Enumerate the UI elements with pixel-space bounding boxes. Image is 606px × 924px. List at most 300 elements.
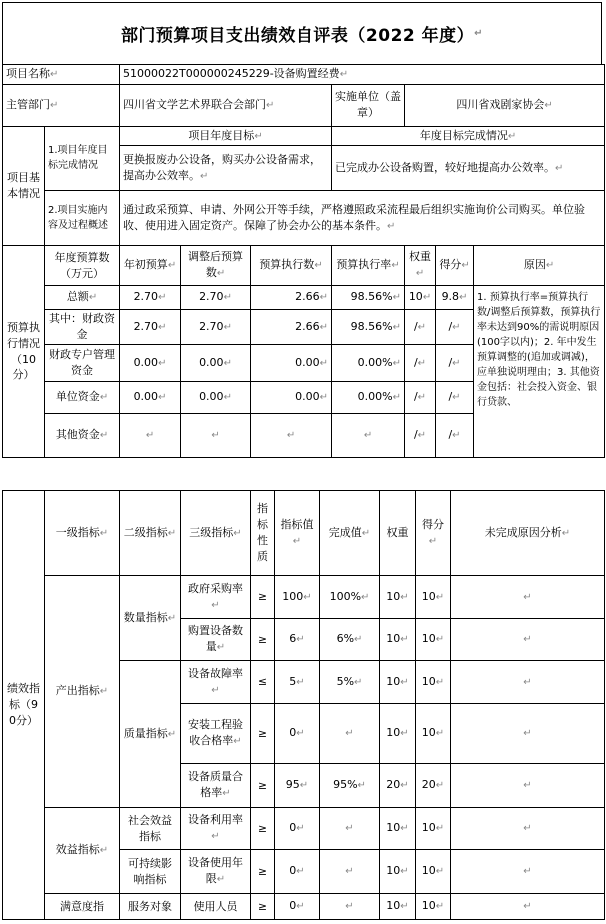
perf-actual [320, 894, 380, 920]
return-mark: ↵ [266, 99, 275, 111]
return-mark: ↵ [233, 527, 242, 539]
budget-header-2 [181, 246, 251, 286]
cell-text: 6 [289, 632, 297, 646]
return-mark: ↵ [417, 357, 427, 369]
cell-text: 单位资金 [55, 390, 100, 404]
return-mark: ↵ [555, 162, 564, 174]
return-mark: ↵ [452, 430, 461, 442]
cell-text: 政府采购率 [188, 581, 243, 595]
cell-text: 0.00% [357, 355, 393, 369]
cell-text: 1. 预算执行率=预算执行数/调整后预算数，预算执行率未达到90%的需说明原因(100字以内)；2. 年中发生预算调整的(追加或调减)，应单独说明理由；3. 其他资金包括：社会投入资金、银行贷款、 [477, 292, 601, 408]
perf-nature [251, 704, 275, 764]
budget-score [436, 414, 474, 458]
cell-text: 一级指标 [55, 525, 100, 539]
return-mark: ↵ [391, 260, 400, 272]
return-mark: ↵ [523, 780, 532, 792]
return-mark: ↵ [211, 831, 220, 843]
cell-text: 主管部门 [6, 97, 50, 111]
done-col-header [332, 126, 605, 146]
return-mark: ↵ [354, 634, 363, 646]
cell-text: 51000022T000000245229-设备购置经费 [123, 67, 340, 80]
perf-nature [251, 894, 275, 920]
cell-text: 三级指标 [189, 525, 234, 539]
perf-nature [251, 576, 275, 619]
return-mark: ↵ [211, 599, 220, 611]
cell-text: ≥ [257, 864, 268, 878]
cell-text: 指标值 [280, 517, 314, 531]
perf-score [416, 661, 451, 704]
cell-text: 原因 [523, 258, 546, 272]
cell-text: / [413, 319, 418, 333]
return-mark: ↵ [216, 268, 226, 280]
cell-text: / [448, 390, 453, 404]
perf-header-2 [181, 491, 251, 576]
cell-text: 0.00% [357, 390, 393, 404]
cell-text: / [448, 319, 453, 333]
perf-header-1 [120, 491, 181, 576]
return-mark: ↵ [417, 321, 427, 333]
cell-text: 95% [333, 778, 358, 792]
return-mark: ↵ [211, 684, 220, 696]
perf-weight [380, 704, 416, 764]
perf-weight [380, 764, 416, 808]
perf-actual [320, 808, 380, 850]
table-row [3, 808, 605, 850]
return-mark: ↵ [223, 292, 232, 304]
budget-rate [332, 286, 405, 310]
cell-text: 2.66 [295, 290, 320, 304]
budget-reason [474, 286, 605, 458]
budget-adjusted [181, 345, 251, 382]
cell-text: ≥ [257, 821, 268, 835]
perf-actual [320, 764, 380, 808]
return-mark: ↵ [507, 130, 517, 142]
perf-actual [320, 850, 380, 894]
cell-text: 0 [289, 899, 297, 913]
return-mark: ↵ [216, 642, 226, 654]
perf-score [416, 764, 451, 808]
cell-text: 设备使用年限 [188, 856, 243, 886]
return-mark: ↵ [167, 612, 177, 624]
perf-weight [380, 619, 416, 661]
budget-row-label [45, 382, 120, 414]
return-mark: ↵ [319, 292, 329, 304]
cell-text: 0.00 [295, 355, 320, 369]
return-mark: ↵ [158, 392, 167, 404]
perf-header-0 [45, 491, 120, 576]
budget-weight [405, 310, 436, 345]
budget-header-3 [251, 246, 332, 286]
cell-text: 项目年度目标 [188, 128, 255, 142]
table-row [3, 576, 605, 619]
budget-initial [120, 310, 181, 345]
return-mark: ↵ [400, 676, 409, 688]
cell-text: 安装工程验收合格率 [188, 718, 243, 748]
cell-text: 得分 [422, 517, 444, 531]
return-mark: ↵ [435, 591, 445, 603]
budget-table [2, 64, 605, 458]
return-mark: ↵ [400, 780, 409, 792]
cell-text: 设备故障率 [188, 666, 243, 680]
return-mark: ↵ [415, 268, 425, 280]
return-mark: ↵ [435, 780, 445, 792]
return-mark: ↵ [361, 527, 371, 539]
perf-header-7 [416, 491, 451, 576]
perf-level2-quantity [120, 576, 181, 661]
perf-level3 [181, 661, 251, 704]
return-mark: ↵ [452, 321, 461, 333]
form-title [2, 2, 602, 64]
perf-actual [320, 661, 380, 704]
return-mark: ↵ [400, 901, 409, 913]
process-text [120, 191, 605, 246]
cell-text: / [413, 355, 418, 369]
basic-section-label [3, 126, 45, 246]
budget-initial [120, 382, 181, 414]
perf-reason [451, 808, 605, 850]
cell-text: 10 [421, 589, 436, 603]
cell-text: ≥ [257, 590, 268, 604]
cell-text: 社会效益指标 [128, 813, 172, 843]
budget-executed [251, 414, 332, 458]
cell-text: 100% [329, 589, 362, 603]
return-mark: ↵ [523, 676, 532, 688]
perf-reason [451, 764, 605, 808]
return-mark: ↵ [345, 728, 354, 740]
perf-weight [380, 808, 416, 850]
return-mark: ↵ [88, 292, 98, 304]
cell-text: / [413, 390, 418, 404]
perf-actual [320, 704, 380, 764]
perf-nature [251, 764, 275, 808]
cell-text: ≥ [257, 632, 268, 646]
return-mark: ↵ [354, 676, 363, 688]
perf-score [416, 808, 451, 850]
cell-text: 服务对象 [128, 899, 172, 913]
budget-row-label [45, 286, 120, 310]
budget-weight [405, 345, 436, 382]
return-mark: ↵ [428, 535, 438, 547]
cell-text: 四川省戏剧家协会 [456, 97, 545, 111]
cell-text: ≤ [257, 675, 268, 689]
budget-rate [332, 345, 405, 382]
cell-text: 2.66 [295, 319, 320, 333]
budget-header-5 [405, 246, 436, 286]
cell-text: 完成值 [328, 525, 362, 539]
perf-reason [451, 661, 605, 704]
return-mark: ↵ [314, 260, 323, 272]
cell-text: 产出指标 [55, 684, 100, 698]
project-name-value [120, 65, 605, 85]
return-mark: ↵ [296, 634, 305, 646]
cell-text: 10 [386, 899, 401, 913]
cell-text: 预算执行情况（10分） [7, 320, 40, 382]
return-mark: ↵ [299, 780, 309, 792]
return-mark: ↵ [211, 430, 220, 442]
cell-text: 预算执行率 [336, 258, 392, 272]
cell-text: 通过政采预算、申请、外网公开等手续，严格遵照政采流程最后组织实施询价公司购买。单位验收、使用进入固定资产。保障了协会办公的基本条件。 [123, 202, 586, 232]
cell-text: 0 [289, 821, 297, 835]
budget-header-6 [436, 246, 474, 286]
return-mark: ↵ [435, 823, 445, 835]
perf-level3 [181, 808, 251, 850]
perf-header-8 [451, 491, 605, 576]
cell-text: 总额 [66, 290, 89, 304]
budget-header-4 [332, 246, 405, 286]
return-mark: ↵ [296, 901, 305, 913]
unit-value [405, 84, 605, 126]
perf-target [275, 850, 320, 894]
cell-text: 10 [421, 726, 436, 740]
return-mark: ↵ [223, 357, 232, 369]
cell-text: ≥ [257, 726, 268, 740]
return-mark: ↵ [461, 260, 470, 272]
perf-level3 [181, 704, 251, 764]
return-mark: ↵ [417, 392, 427, 404]
return-mark: ↵ [296, 866, 305, 878]
cell-text: 使用人员 [193, 899, 238, 913]
return-mark: ↵ [544, 99, 553, 111]
return-mark: ↵ [233, 736, 242, 748]
return-mark: ↵ [50, 69, 59, 80]
cell-text: 设备质量合格率 [188, 770, 243, 800]
cell-text: 实施单位（盖章） [335, 90, 402, 119]
cell-text: 二级指标 [123, 525, 168, 539]
cell-text: 98.56% [350, 290, 393, 304]
return-mark: ↵ [523, 634, 532, 646]
perf-level3 [181, 619, 251, 661]
cell-text: 10 [386, 674, 401, 688]
perf-score [416, 619, 451, 661]
return-mark: ↵ [392, 321, 402, 333]
return-mark: ↵ [387, 220, 396, 232]
cell-text: 效益指标 [55, 843, 100, 857]
perf-score [416, 850, 451, 894]
form-title-text: 部门预算项目支出绩效自评表（2022 年度） [120, 26, 475, 46]
return-mark: ↵ [167, 728, 177, 740]
perf-level2-service [120, 894, 181, 920]
return-mark: ↵ [303, 591, 312, 603]
done-text [332, 146, 605, 191]
return-mark: ↵ [561, 527, 571, 539]
cell-text: 已完成办公设备购置，较好地提高办公效率。 [335, 160, 556, 174]
perf-level2-sustain [120, 850, 181, 894]
perf-header-5 [320, 491, 380, 576]
goal-text [120, 146, 332, 191]
cell-text: 购置设备数量 [188, 624, 243, 654]
cell-text: 10 [421, 864, 436, 878]
perf-weight [380, 850, 416, 894]
perf-weight [380, 576, 416, 619]
cell-text: 5% [336, 674, 355, 688]
cell-text: 设备利用率 [188, 813, 243, 827]
cell-text: 0.00 [199, 355, 224, 369]
budget-weight [405, 414, 436, 458]
cell-text: 10 [386, 821, 401, 835]
cell-text: 6% [336, 632, 355, 646]
return-mark: ↵ [339, 69, 349, 80]
return-mark: ↵ [292, 535, 302, 547]
table-row [3, 286, 605, 310]
cell-text: 10 [421, 632, 436, 646]
perf-score [416, 894, 451, 920]
return-mark: ↵ [345, 866, 354, 878]
goal-label [45, 126, 120, 191]
return-mark: ↵ [200, 170, 209, 182]
cell-text: 10 [421, 821, 436, 835]
return-mark: ↵ [254, 130, 263, 142]
perf-table [2, 490, 605, 920]
budget-header-0 [45, 246, 120, 286]
return-mark: ↵ [523, 823, 532, 835]
cell-text: 10 [421, 674, 436, 688]
return-mark: ↵ [361, 591, 370, 603]
perf-score [416, 704, 451, 764]
cell-text: 0.00 [199, 390, 224, 404]
perf-level2-social [120, 808, 181, 850]
return-mark: ↵ [400, 728, 409, 740]
return-mark: ↵ [286, 430, 296, 442]
return-mark: ↵ [216, 874, 226, 886]
perf-actual [320, 619, 380, 661]
cell-text: 0 [289, 864, 297, 878]
cell-text: 项目基本情况 [7, 170, 40, 200]
return-mark: ↵ [50, 99, 59, 111]
return-mark: ↵ [145, 430, 155, 442]
budget-section-label [3, 246, 45, 458]
return-mark: ↵ [392, 357, 402, 369]
cell-text: / [448, 428, 453, 442]
cell-text: 年初预算 [123, 258, 168, 272]
return-mark: ↵ [435, 866, 445, 878]
cell-text: 绩效指标（90分） [7, 682, 40, 727]
return-mark: ↵ [99, 430, 109, 442]
budget-executed [251, 310, 332, 345]
return-mark: ↵ [435, 901, 445, 913]
cell-text: 10 [421, 899, 436, 913]
perf-reason [451, 619, 605, 661]
cell-text: 98.56% [350, 319, 393, 333]
table-row [3, 894, 605, 920]
return-mark: ↵ [422, 292, 432, 304]
cell-text: 四川省文学艺术界联合会部门 [123, 97, 267, 111]
return-mark: ↵ [158, 292, 167, 304]
cell-text: 100 [282, 589, 304, 603]
return-mark: ↵ [474, 28, 484, 39]
perf-level3 [181, 894, 251, 920]
cell-text: 0.00 [295, 390, 320, 404]
cell-text: 年度预算数（万元） [54, 250, 110, 280]
budget-header-7 [474, 246, 605, 286]
return-mark: ↵ [392, 292, 402, 304]
perf-nature [251, 661, 275, 704]
cell-text: 项目名称 [6, 67, 50, 80]
cell-text: 5 [289, 674, 297, 688]
cell-text: 预算执行数 [259, 258, 315, 272]
perf-target [275, 808, 320, 850]
budget-executed [251, 382, 332, 414]
return-mark: ↵ [345, 901, 354, 913]
budget-executed [251, 345, 332, 382]
return-mark: ↵ [452, 392, 461, 404]
cell-text: 10 [386, 589, 401, 603]
cell-text: 调整后预算数 [188, 250, 244, 280]
budget-adjusted [181, 414, 251, 458]
budget-score [436, 382, 474, 414]
budget-initial [120, 286, 181, 310]
perf-target [275, 764, 320, 808]
cell-text: ≥ [257, 778, 268, 792]
perf-level3 [181, 576, 251, 619]
budget-initial [120, 345, 181, 382]
return-mark: ↵ [296, 676, 305, 688]
perf-nature [251, 808, 275, 850]
cell-text: 1.项目年度目标完成情况 [48, 145, 108, 172]
perf-section-label [3, 491, 45, 920]
budget-rate [332, 382, 405, 414]
cell-text: 10 [386, 632, 401, 646]
perf-target [275, 704, 320, 764]
perf-reason [451, 894, 605, 920]
cell-text: 财政专户管理资金 [49, 348, 115, 377]
cell-text: 满意度指 [60, 899, 104, 913]
budget-weight [405, 382, 436, 414]
budget-row-label [45, 310, 120, 345]
perf-header-6 [380, 491, 416, 576]
cell-text: / [448, 355, 453, 369]
perf-level3 [181, 764, 251, 808]
return-mark: ↵ [523, 591, 532, 603]
dept-value [120, 84, 332, 126]
perf-target [275, 619, 320, 661]
cell-text: 可持续影响指标 [128, 856, 172, 886]
return-mark: ↵ [223, 392, 232, 404]
return-mark: ↵ [435, 634, 445, 646]
return-mark: ↵ [223, 321, 232, 333]
cell-text: 2.项目实施内容及过程概述 [48, 205, 108, 231]
return-mark: ↵ [435, 728, 445, 740]
perf-level1-output [45, 576, 120, 808]
return-mark: ↵ [523, 901, 532, 913]
cell-text: 权重 [409, 250, 432, 264]
budget-row-label [45, 414, 120, 458]
budget-row-label [45, 345, 120, 382]
cell-text: 0.00 [133, 355, 159, 369]
return-mark: ↵ [158, 321, 167, 333]
return-mark: ↵ [99, 527, 109, 539]
cell-text: 数量指标 [123, 610, 168, 624]
return-mark: ↵ [357, 780, 366, 792]
budget-executed [251, 286, 332, 310]
perf-reason [451, 704, 605, 764]
cell-text: 质量指标 [123, 726, 168, 740]
return-mark: ↵ [319, 357, 329, 369]
return-mark: ↵ [523, 728, 532, 740]
return-mark: ↵ [345, 823, 354, 835]
cell-text: 2.70 [133, 290, 159, 304]
budget-score [436, 310, 474, 345]
cell-text: 未完成原因分析 [484, 525, 562, 539]
cell-text: 2.70 [199, 319, 224, 333]
cell-text: 10 [386, 864, 401, 878]
cell-text: 9.8 [441, 290, 460, 304]
cell-text: 0.00 [133, 390, 159, 404]
perf-level2-quality [120, 661, 181, 808]
cell-text: 10 [386, 726, 401, 740]
process-label [45, 191, 120, 246]
return-mark: ↵ [296, 823, 305, 835]
perf-actual [320, 576, 380, 619]
